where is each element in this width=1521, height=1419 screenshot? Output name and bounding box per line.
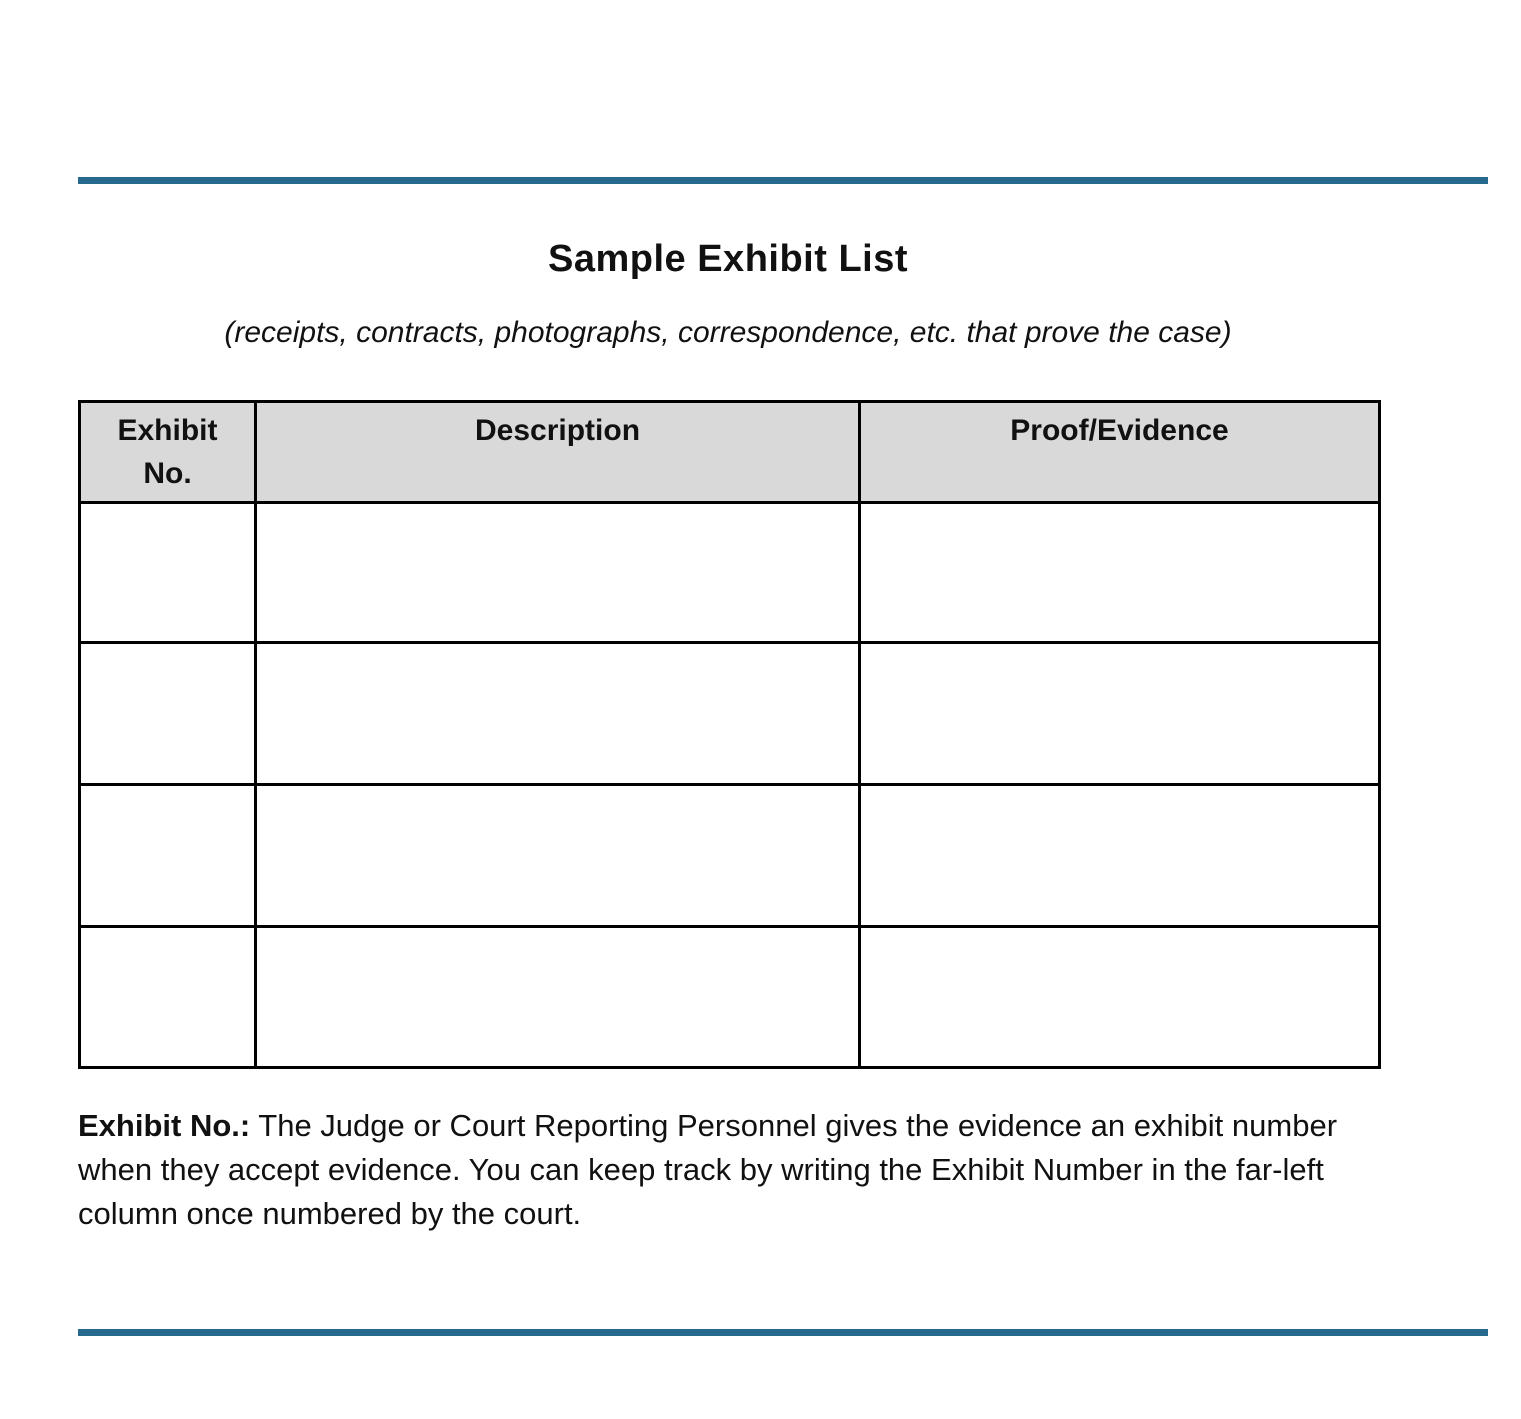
- proof-evidence-cell: [860, 503, 1380, 643]
- description-cell: [256, 927, 860, 1068]
- page-title: Sample Exhibit List: [547, 238, 909, 280]
- table-header-row: [80, 402, 1380, 503]
- column-header-proof-evidence: Proof/Evidence: [860, 402, 1380, 503]
- footnote-line: [78, 1104, 1408, 1148]
- footnote-line: when they accept evidence. You can keep track by writing the Exhibit Number in the far-left: [78, 1152, 1324, 1187]
- description-cell: [256, 785, 860, 927]
- exhibit-no-cell: [80, 503, 256, 643]
- exhibit-no-cell: [80, 785, 256, 927]
- table-row: [80, 503, 1380, 643]
- table-row: [80, 785, 1380, 927]
- footnote-label: Exhibit No.:: [78, 1108, 251, 1143]
- top-divider-rule: [78, 177, 1488, 184]
- description-cell: [256, 643, 860, 785]
- footnote-line: column once numbered by the court.: [78, 1196, 582, 1231]
- page-subtitle: (receipts, contracts, photographs, correspondence, etc. that prove the case): [224, 316, 1232, 349]
- proof-evidence-cell: [860, 927, 1380, 1068]
- proof-evidence-cell: [860, 643, 1380, 785]
- table-row: [80, 927, 1380, 1068]
- column-header-exhibit-no: Exhibit No.: [80, 402, 256, 503]
- proof-evidence-cell: [860, 785, 1380, 927]
- bottom-divider-rule: [78, 1329, 1488, 1336]
- footnote-text: The Judge or Court Reporting Personnel gives the evidence an exhibit number: [250, 1108, 1338, 1143]
- table-row: [80, 643, 1380, 785]
- exhibit-no-cell: [80, 643, 256, 785]
- description-cell: [256, 503, 860, 643]
- exhibit-table: [78, 400, 1381, 1069]
- footnote-paragraph: [78, 1104, 1408, 1236]
- column-header-description: Description: [256, 402, 860, 503]
- exhibit-no-cell: [80, 927, 256, 1068]
